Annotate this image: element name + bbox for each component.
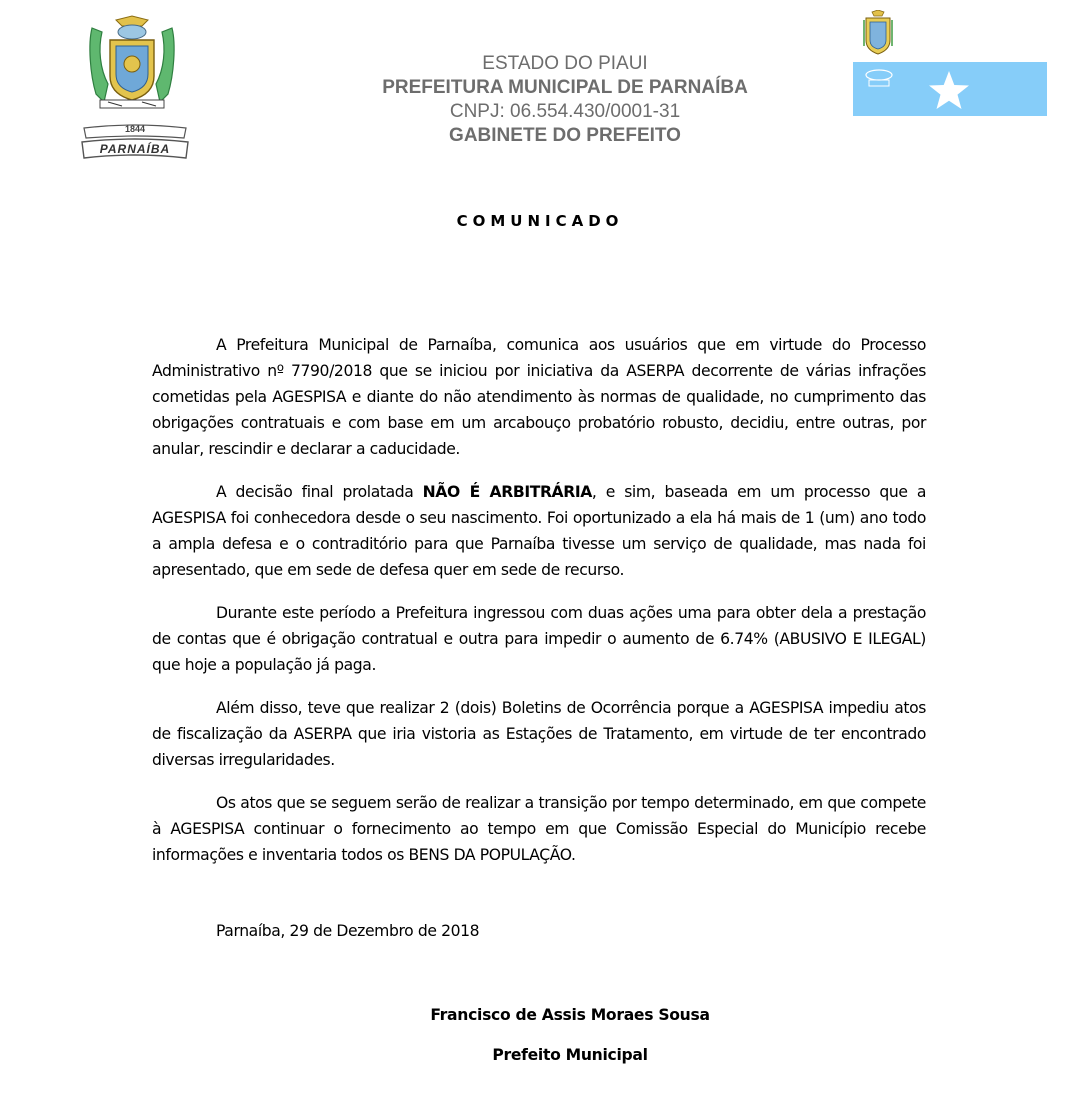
flag-crest-icon: [862, 10, 894, 56]
signer-name: Francisco de Assis Moraes Sousa: [430, 1006, 710, 1024]
paragraph-2: [152, 479, 926, 583]
cnpj-number: CNPJ: 06.554.430/0001-31: [449, 101, 681, 122]
paragraph-2-emphasis: NÃO É ARBITRÁRIA: [422, 483, 592, 501]
paragraph-2-start: A decisão final prolatada: [216, 483, 423, 501]
seal-year: 1844: [124, 124, 146, 134]
paragraph-5: Os atos que se seguem serão de realizar a transição por tempo determinado, em que compete à AGESPISA continuar o fornecimento ao tempo em que Comissão Especial do Município recebe informações e inventaria todos os BENS DA POPULAÇÃO.: [152, 794, 926, 864]
paragraph-4: Além disso, teve que realizar 2 (dois) Boletins de Ocorrência porque a AGESPISA impediu atos de fiscalização da ASERPA que iria vistoria as Estações de Tratamento, em virtude de ter encontrado diversas irregularidades.: [152, 699, 926, 769]
paragraph-3: Durante este período a Prefeitura ingressou com duas ações uma para obter dela a prestação de contas que é obrigação contratual e outra para impedir o aumento de 6.74% (ABUSIVO E ILEGAL) que hoje a população já paga.: [152, 604, 926, 674]
document-title: COMUNICADO: [456, 212, 624, 230]
flag-emblem-icon: [863, 68, 895, 88]
city-seal-icon: [80, 124, 190, 162]
paragraph-2-end: , e sim, baseada em um processo que a AGESPISA foi conhecedora desde o seu nascimento. Foi oportunizado a ela há mais de 1 (um) ano todo a ampla defesa e o contraditório para que Parnaíba tivesse um serviço de qualidade, mas nada foi apresentado, que em sede de defesa quer em sede de recurso.: [152, 483, 927, 579]
document-body: [152, 332, 926, 885]
municipal-crest-icon: [86, 14, 178, 112]
seal-city-name: PARNAÍBA: [99, 142, 171, 156]
signer-title: Prefeito Municipal: [492, 1046, 648, 1064]
letterhead: [320, 52, 810, 148]
state-name: ESTADO DO PIAUI: [482, 53, 648, 74]
prefecture-name: PREFEITURA MUNICIPAL DE PARNAÍBA: [382, 77, 748, 98]
document-date: Parnaíba, 29 de Dezembro de 2018: [216, 922, 480, 940]
municipal-flag-icon: [853, 62, 1047, 116]
star-icon: [927, 69, 971, 111]
paragraph-1: A Prefeitura Municipal de Parnaíba, comunica aos usuários que em virtude do Processo Administrativo nº 7790/2018 que se iniciou por iniciativa da ASERPA decorrente de várias infrações cometidas pela AGESPISA e diante do não atendimento às normas de qualidade, no cumprimento das obrigações contratuais e com base em um arcabouço probatório robusto, decidiu, entre outras, por anular, rescindir e declarar a caducidade.: [152, 336, 926, 458]
office-name: GABINETE DO PREFEITO: [449, 125, 681, 146]
